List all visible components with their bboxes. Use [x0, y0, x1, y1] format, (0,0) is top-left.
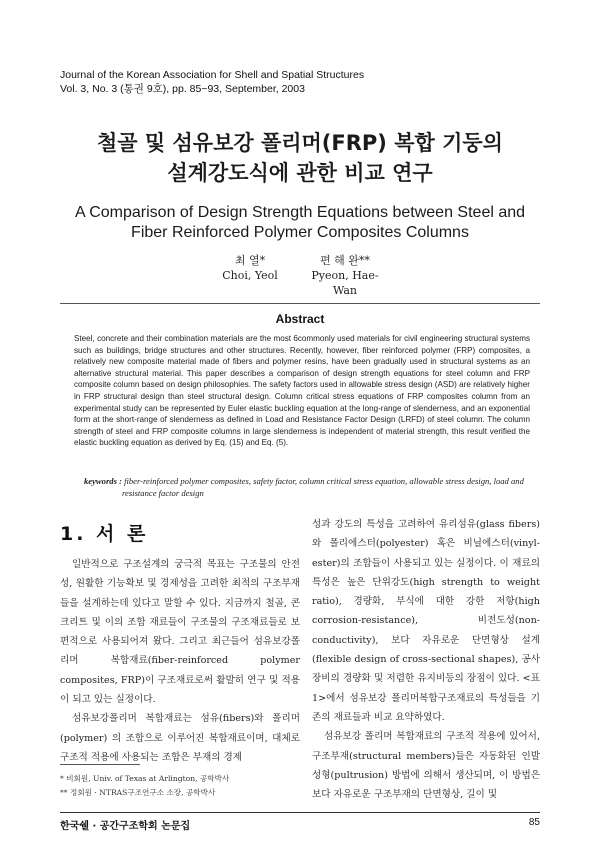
keywords-label: keywords : — [84, 476, 122, 486]
footnote-2: ** 정회원 · NTRAS구조연구소 소장, 공학박사 — [60, 788, 216, 797]
author-1 — [205, 253, 295, 283]
journal-header — [60, 68, 364, 96]
english-title-line2: Fiber Reinforced Polymer Composites Columns — [131, 224, 469, 241]
left-paragraph-1: 일반적으로 구조설계의 궁극적 목표는 구조물의 안전성, 원활한 기능확보 및 경제성을 고려한 최적의 구조부재들을 설계하는데 있다고 말할 수 있다. 지금까지 철골, 콘크리트 및 이의 조합 재료들이 구조물의 구조재료들로 보편적으로 사용되어져 왔다. 그리고 최근들어 섬유보강폴리머 복합재료(fiber-reinforced polymer composites, FRP)이 구조재료로써 활발히 연구 및 적용이 되고 있는 실정이다. — [60, 559, 300, 706]
abstract-heading: Abstract — [275, 312, 325, 326]
author-2 — [300, 253, 390, 298]
right-paragraph-1: 성과 강도의 특성을 고려하여 유리섬유(glass fibers)와 폴리에스터(polyester) 혹은 비닐에스터(vinyl-ester)의 조합들이 사용되고 있는 실정이다. 이 재료의 특성은 높은 단위강도(high strength to weight ratio), 경량화, 부식에 대한 강한 저항(high corrosion-resistance), 비전도성(non-conductivity), 보다 자유로운 단면형상 설계(flexible design of cross-sectional shapes), 공사장비의 경량화 및 저렴한 유지비등의 장점이 있다. <표 1>에서 섬유보강 폴리머복합구조재료의 특성들을 기존의 재료들과 비교 요약하였다. — [312, 519, 540, 723]
author-1-korean: 최 열* — [234, 254, 266, 267]
page-number: 85 — [528, 817, 540, 828]
keywords-line2: resistance factor design — [122, 488, 204, 498]
footnote-divider — [60, 764, 140, 765]
author-1-english: Choi, Yeol — [222, 269, 278, 282]
right-column — [312, 515, 540, 804]
section-heading-introduction: 1. 서 론 — [60, 523, 149, 545]
keywords-line1: fiber-reinforced polymer composites, safety factor, column critical stress equation, allowable stress design, load and — [124, 476, 524, 486]
left-paragraph-2: 섬유보강폴리머 복합재료는 섬유(fibers)와 폴리머(polymer) 의 조합으로 이루어진 복합재료이며, 대체로 구조적 적용에 사용되는 조합은 부재의 경제 — [60, 713, 300, 763]
footer-journal-name: 한국쉘 · 공간구조학회 논문집 — [60, 821, 191, 832]
author-2-english: Pyeon, Hae-Wan — [311, 269, 379, 297]
right-paragraph-2: 섬유보강 폴리머 복합재료의 구조적 적용에 있어서, 구조부재(structural members)들은 자동화된 인발성형(pultrusion) 방법에 의해서 생산되며, 이 방법은 보다 자유로운 구조부재의 단면형상, 길이 및 — [312, 731, 540, 801]
abstract-text: Steel, concrete and their combination materials are the most 6commonly used materials for civil engineering structural systems such as buildings, bridge structures and other structures. Recently, however, fiber reinforced polymer (FRP) composites, a relatively new composite material made of fibers and polymer resins, have been gradually used in structural systems as an alternative structural material. This paper describes a comparison of design strength equations for steel column and FRP composite column based on design philosophies. The safety factors used in allowable stress design (ASD) are relatively higher in FRP structural design than steel structural design. Column critical stress equations of FRP composites column from an experimental study can be represented by Euler elastic buckling equation at the long-range of slenderness, and an exponential form at the short-range of slenderness as defined in Load and Resistance Factor Design (LRFD) of steel column. The column strength of steel and FRP composite columns in large slenderness is independent of material strength, this result verified the elastic buckling equation as derived by Eq. (15) and Eq. (5). — [74, 334, 530, 448]
footnote-1: * 비회원, Univ. of Texas at Arlington, 공학박사 — [60, 774, 230, 783]
journal-name: Journal of the Korean Association for Shell and Spatial Structures — [60, 69, 365, 81]
english-title-line1: A Comparison of Design Strength Equations between Steel and — [74, 204, 526, 221]
korean-title-line2: 설계강도식에 관한 비교 연구 — [167, 161, 433, 185]
left-column — [60, 555, 300, 767]
keywords — [84, 475, 534, 499]
author-2-korean: 편 해 완** — [320, 254, 370, 267]
footer-divider — [60, 812, 540, 813]
abstract-divider — [60, 303, 540, 304]
journal-volume: Vol. 3, No. 3 (통권 9호), pp. 85~93, September, 2003 — [60, 83, 305, 95]
korean-title-line1: 철골 및 섬유보강 폴리머(FRP) 복합 기둥의 — [97, 131, 503, 155]
